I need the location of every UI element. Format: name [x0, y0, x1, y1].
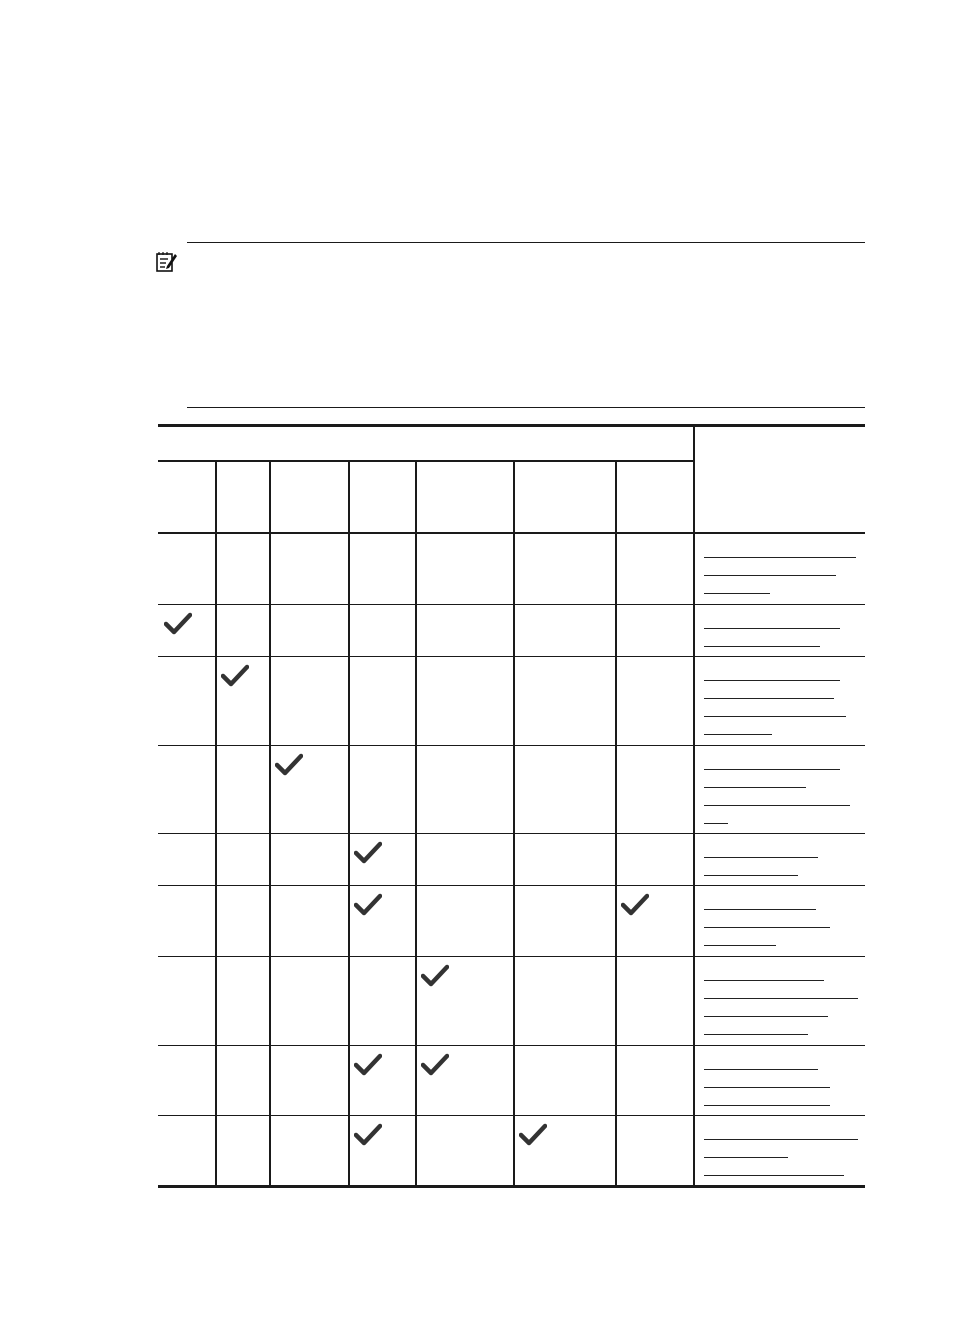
link-underline[interactable] [704, 787, 806, 788]
table-subheader-rule [158, 460, 693, 462]
link-underline[interactable] [704, 769, 840, 770]
link-underline[interactable] [704, 945, 776, 946]
checkmark-icon [221, 664, 249, 688]
link-underline[interactable] [704, 875, 798, 876]
link-underline[interactable] [704, 1175, 844, 1176]
link-underline[interactable] [704, 1034, 808, 1035]
table-row-rule [158, 1045, 865, 1046]
link-underline[interactable] [704, 1087, 830, 1088]
link-underline[interactable] [704, 557, 856, 558]
link-underline[interactable] [704, 646, 820, 647]
checkmark-icon [421, 1053, 449, 1077]
table-column-divider [348, 461, 350, 1185]
table-column-divider [615, 461, 617, 1185]
link-underline[interactable] [704, 734, 772, 735]
table-header-rule [158, 532, 865, 534]
checkmark-icon [354, 1053, 382, 1077]
link-underline[interactable] [704, 998, 858, 999]
checkmark-icon [164, 612, 192, 636]
table-column-divider [269, 461, 271, 1185]
link-underline[interactable] [704, 1139, 858, 1140]
link-underline[interactable] [704, 716, 846, 717]
link-underline[interactable] [704, 805, 850, 806]
table-column-divider [415, 461, 417, 1185]
link-underline[interactable] [704, 1105, 830, 1106]
table-row-rule [158, 1115, 865, 1116]
link-underline[interactable] [704, 909, 816, 910]
link-underline[interactable] [704, 1016, 828, 1017]
link-underline[interactable] [704, 575, 836, 576]
checkmark-icon [354, 893, 382, 917]
note-pencil-icon [156, 251, 178, 273]
table-row-rule [158, 604, 865, 605]
checkmark-icon [421, 964, 449, 988]
table-column-divider [513, 461, 515, 1185]
table-row-rule [158, 885, 865, 886]
note-bottom-rule [187, 407, 865, 408]
table-row-rule [158, 745, 865, 746]
link-underline[interactable] [704, 980, 824, 981]
checkmark-icon [275, 753, 303, 777]
table-row-rule [158, 956, 865, 957]
table-top-rule [158, 424, 865, 427]
link-underline[interactable] [704, 927, 830, 928]
table-row-rule [158, 656, 865, 657]
link-underline[interactable] [704, 680, 840, 681]
checkmark-icon [621, 893, 649, 917]
checkmark-icon [354, 1123, 382, 1147]
table-bottom-rule [158, 1185, 865, 1188]
link-underline[interactable] [704, 1157, 788, 1158]
checkmark-icon [519, 1123, 547, 1147]
link-underline[interactable] [704, 1069, 818, 1070]
note-top-rule [187, 242, 865, 243]
table-column-divider [693, 426, 695, 1185]
link-underline[interactable] [704, 698, 834, 699]
link-underline[interactable] [704, 593, 770, 594]
link-underline[interactable] [704, 857, 818, 858]
link-underline[interactable] [704, 628, 840, 629]
checkmark-icon [354, 841, 382, 865]
table-row-rule [158, 833, 865, 834]
link-underline[interactable] [704, 823, 728, 824]
table-column-divider [215, 461, 217, 1185]
